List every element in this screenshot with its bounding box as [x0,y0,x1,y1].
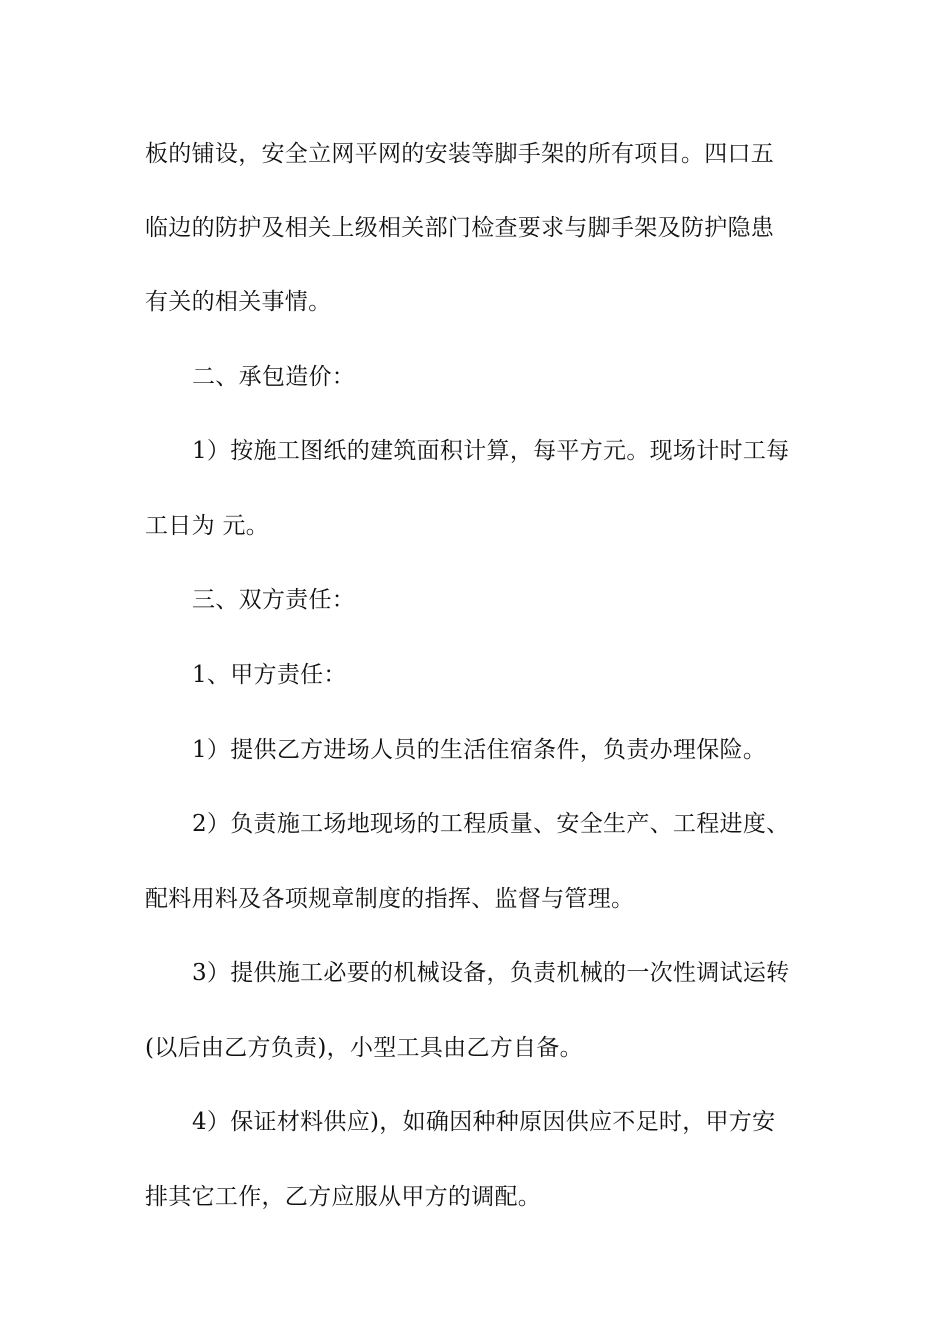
text-line: 1）按施工图纸的建筑面积计算，每平方元。现场计时工每 [192,438,790,464]
text-line: 有关的相关事情。 [145,289,332,315]
section-heading: 三、双方责任： [192,587,356,613]
text-line: 2）负责施工场地现场的工程质量、安全生产、工程进度、 [192,811,790,837]
text-line: 板的铺设，安全立网平网的安装等脚手架的所有项目。四口五 [145,141,775,167]
text-line: 4）保证材料供应)，如确因种种原因供应不足时，甲方安 [192,1109,776,1135]
text-line: 配料用料及各项规章制度的指挥、监督与管理。 [145,886,635,912]
section-heading: 二、承包造价： [192,364,356,390]
text-line: 3）提供施工必要的机械设备，负责机械的一次性调试运转 [192,960,790,986]
text-line: 排其它工作，乙方应服从甲方的调配。 [145,1184,542,1210]
text-line: 1）提供乙方进场人员的生活住宿条件，负责办理保险。 [192,737,767,763]
subsection-heading: 1、甲方责任： [192,662,347,688]
text-line: 工日为 元。 [145,513,270,539]
text-line: (以后由乙方负责)，小型工具由乙方自备。 [145,1035,583,1061]
text-line: 临边的防护及相关上级相关部门检查要求与脚手架及防护隐患 [145,215,775,241]
